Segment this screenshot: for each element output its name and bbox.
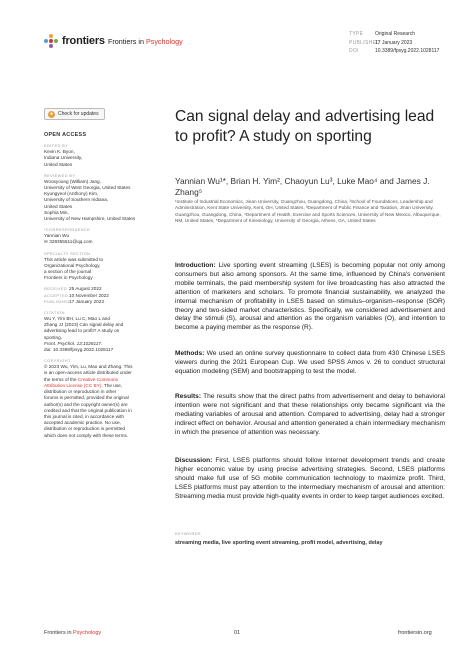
- meta-doi[interactable]: DOI 10.3389/fpsyg.2022.1028117: [349, 48, 440, 55]
- affiliations: ¹Institute of Industrial Economics, Jinan University, Guangzhou, Guangdong, China, ²School of Foundations, Leadership and Administration, Kent State University, Kent, OH, United States, ³Department of Public Finance and Taxation, Jinan University, Guangzhou, Guangdong, China, ⁴Department of Health, Exercise and Sports Sciences, University of New Mexico, Albuquerque, NM, United States, ⁵Department of Kinesiology, University of Georgia, Athens, GA, United States: [175, 199, 441, 223]
- correspondence-email-link[interactable]: ✉ 329355511@qq.com: [44, 239, 93, 245]
- author-list[interactable]: Yannian Wu¹*, Brian H. Yim², Chaoyun Lu³, Luke Mao⁴ and James J. Zhang⁵: [175, 176, 430, 198]
- frontiers-logo[interactable]: [44, 34, 105, 48]
- correspondence-section: *CORRESPONDENCE Yannian Wu ✉ 329355511@qq.com: [44, 227, 162, 245]
- reviewed-by-section: REVIEWED BY Woosyoung (William) Jang, University of West Georgia, United States Kyungyeol (Anthony) Kim, University of Southern Indiana, United States Sophia Min, University of New Hampshire, United States: [44, 172, 136, 222]
- frontiers-logo-icon: [44, 34, 58, 48]
- logo-wordmark: frontiers: [62, 35, 105, 47]
- abstract-methods: Methods: We used an online survey questionnaire to collect data from 430 Chinese LSES viewers during the 2021 European Cup. We used SPSS Amos v. 26 to conduct structural equation modeling (SEM) and bootstrapping to test the model.: [175, 350, 445, 375]
- citation-section: CITATION Wu Y, Yim BH, Lu C, Mao L and Zhang JJ (2023) Can signal delay and advertising lead to profit? A study on sporting. Front. Psychol. 13:1028117. doi: 10.3389/fpsyg.2022.1028117: [44, 310, 162, 353]
- cc-license-link-2[interactable]: Attribution License (CC BY).: [44, 382, 103, 388]
- article-title: Can signal delay and advertising lead to profit? A study on sporting: [175, 108, 435, 145]
- footer-journal[interactable]: Frontiers in Psychology: [44, 630, 102, 636]
- article-sidebar: [44, 108, 162, 439]
- article-meta: [349, 30, 439, 56]
- keywords-label: KEYWORDS: [175, 531, 201, 536]
- copyright-section: COPYRIGHT © 2023 Wu, Yim, Lu, Mao and Zhang. This is an open-access article distributed under the terms of the Creative Commons Attribution License (CC BY). The use, distribution or reproduction in other forums is permitted, provided the original author(s) and the copyright owner(s) are credited and that the original publication in this journal is cited, in accordance with accepted academic practice. No use, distribution or reproduction is permitted which does not comply with these terms.: [44, 358, 133, 438]
- meta-type: TYPE Original Research: [349, 31, 416, 37]
- page-number: 01: [234, 630, 241, 636]
- citation-doi-link[interactable]: doi: 10.3389/fpsyg.2022.1028117: [44, 347, 114, 353]
- journal-name[interactable]: Frontiers in Psychology: [108, 37, 183, 46]
- cc-license-link[interactable]: Creative Commons: [76, 376, 118, 382]
- abstract-introduction: Introduction: Live sporting event streaming (LSES) is becoming popular not only among consumers but also among sponsors. At the same time, influenced by China's convenient mobile terminals, the paid membership system for live broadcasting has also attracted the attention of marketers and scholars. To promote financial sustainability, we analyzed the internal mechanism of profitability in LSES based on stimulus–organism–response (SOR) theory and two-sided market characteristics. Specifically, we considered advertisement and delay the stimuli (S), arousal and attention as the organism variables (O), and intention to become a paying member as the response (R).: [175, 262, 445, 332]
- meta-published: PUBLISHED17 January 2023: [349, 39, 413, 46]
- abstract-discussion: Discussion: First, LSES platforms should follow Internet development trends and create higher economic value by using precise advertising strategies. Second, LSES platforms should make full use of 5G mobile communication technology to maximize profit. Third, LSES platforms must pay attention to the intermediary mechanism of arousal and attention: Streaming media must provide high-quality events in order to keep target audiences excited.: [175, 457, 445, 500]
- footer-site-link[interactable]: frontiersin.org: [398, 630, 432, 636]
- check-for-updates-button[interactable]: ● Check for updates: [44, 108, 105, 120]
- keywords: streaming media, live sporting event streaming, profit model, advertising, delay: [175, 540, 383, 546]
- open-access-label: OPEN ACCESS: [44, 132, 87, 138]
- specialty-section: SPECIALTY SECTION This article was submitted to Organizational Psychology, a section of the journal Frontiers in Psychology: [44, 250, 104, 281]
- edited-by-section: EDITED BY Kevin K. Byon, Indiana University, United States: [44, 143, 83, 167]
- check-updates-icon: ●: [49, 110, 54, 117]
- dates-section: RECEIVED 25 August 2022 ACCEPTED10 November 2022 PUBLISHED17 January 2023: [44, 286, 109, 304]
- abstract-results: Results: The results show that the direct paths from advertisement and delay to behavioral intention were not significant and that these relationships only became significant via the mediating variables of arousal and attention. Compared to advertising, delay had a stronger indirect effect on behavior. Arousal and attention generated a chain intermediary mechanism in which the presence of attention was necessary.: [175, 393, 445, 436]
